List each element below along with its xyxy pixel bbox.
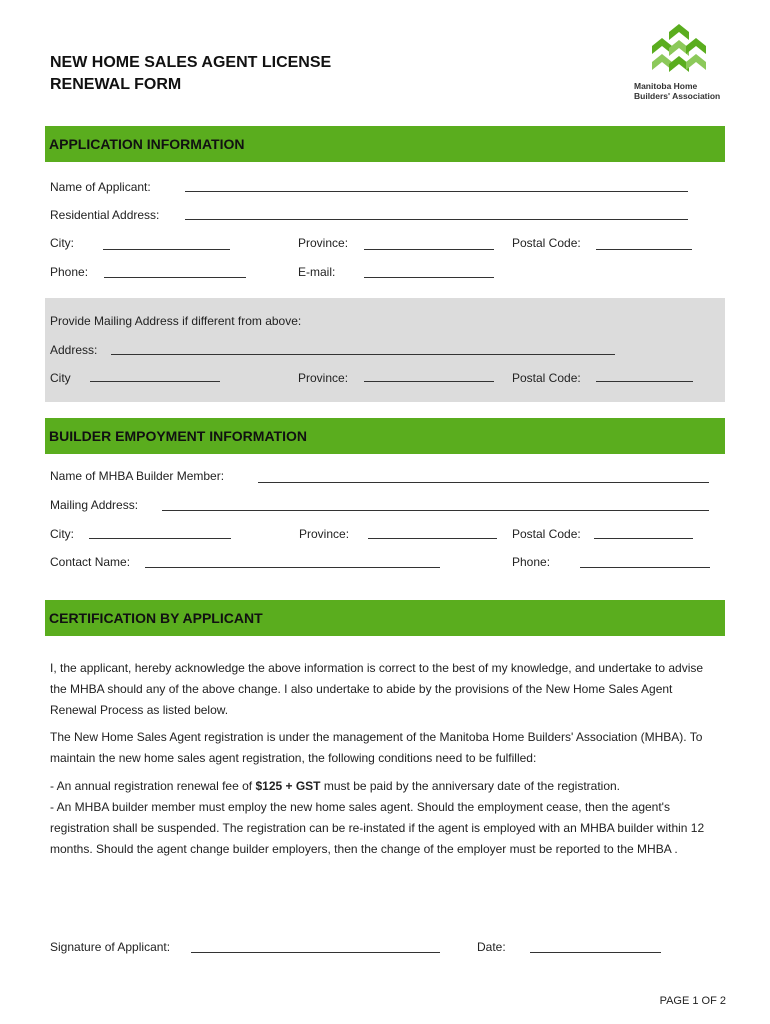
form-title-line2: RENEWAL FORM (50, 76, 182, 93)
section-heading: APPLICATION INFORMATION (49, 136, 245, 152)
page-number: PAGE 1 OF 2 (659, 995, 726, 1007)
province-label: Province: (298, 236, 349, 250)
form-title (50, 52, 331, 96)
builder-postal-field[interactable] (594, 538, 693, 539)
builder-province-field[interactable] (368, 538, 497, 539)
registration-paragraph: The New Home Sales Agent registration is under the management of the Manitoba Home Builders' Association (MHBA). To maintain the new home sales agent registration, the following conditions need to be fulfilled: (50, 730, 703, 765)
builder-postal-label: Postal Code: (512, 527, 581, 541)
builder-member-field[interactable] (258, 482, 709, 483)
applicant-name-label: Name of Applicant: (50, 180, 151, 194)
fee-bullet (50, 776, 720, 797)
date-field[interactable] (530, 952, 661, 953)
mail-province-label: Province: (298, 371, 349, 385)
mail-province-field[interactable] (364, 381, 494, 382)
mail-address-label: Address: (50, 343, 98, 357)
section-heading: CERTIFICATION BY APPLICANT (49, 610, 263, 626)
section-header-application (45, 126, 725, 162)
fee-bullet-pre: - An annual registration renewal fee of (50, 779, 256, 793)
logo-line2: Builders' Association (634, 91, 721, 101)
mhba-logo-icon (652, 24, 706, 80)
email-label: E-mail: (298, 265, 336, 279)
builder-mailing-field[interactable] (162, 510, 709, 511)
builder-province-label: Province: (299, 527, 350, 541)
email-field[interactable] (364, 277, 494, 278)
builder-city-label: City: (50, 527, 74, 541)
certification-paragraph: I, the applicant, hereby acknowledge the above information is correct to the best of my knowledge, and undertake to advise the MHBA should any of the above change. I also undertake to abide by the provisions of the New Home Sales Agent Renewal Process as listed below. (50, 661, 704, 717)
postal-code-field[interactable] (596, 249, 692, 250)
logo-line1: Manitoba Home (634, 81, 698, 91)
contact-name-label: Contact Name: (50, 555, 131, 569)
section-header-certification (45, 600, 725, 636)
mail-postal-label: Postal Code: (512, 371, 581, 385)
phone-label: Phone: (50, 265, 89, 279)
phone-field[interactable] (104, 277, 246, 278)
section-heading: BUILDER EMPOYMENT INFORMATION (49, 428, 307, 444)
postal-code-label: Postal Code: (512, 236, 581, 250)
date-label: Date: (477, 940, 506, 954)
province-field[interactable] (364, 249, 494, 250)
signature-label: Signature of Applicant: (50, 940, 171, 954)
logo-text (634, 81, 720, 101)
city-field[interactable] (103, 249, 230, 250)
mail-city-label: City (50, 371, 71, 385)
builder-member-label: Name of MHBA Builder Member: (50, 469, 225, 483)
builder-phone-label: Phone: (512, 555, 551, 569)
contact-name-field[interactable] (145, 567, 440, 568)
fee-bullet-post: must be paid by the anniversary date of the registration. (320, 779, 621, 793)
builder-phone-field[interactable] (580, 567, 710, 568)
builder-mailing-label: Mailing Address: (50, 498, 139, 512)
residential-address-label: Residential Address: (50, 208, 160, 222)
section-header-builder (45, 418, 725, 454)
mail-city-field[interactable] (90, 381, 220, 382)
mailing-note: Provide Mailing Address if different from above: (50, 314, 302, 328)
city-label: City: (50, 236, 74, 250)
signature-field[interactable] (191, 952, 440, 953)
builder-city-field[interactable] (89, 538, 231, 539)
applicant-name-field[interactable] (185, 191, 688, 192)
mail-postal-field[interactable] (596, 381, 693, 382)
employment-bullet: - An MHBA builder member must employ the new home sales agent. Should the employment cease, then the agent's registration shall be suspended. The registration can be re-instated if the agent is employed with an MHBA builder within 12 months. Should the agent change builder employers, then the change of the employer must be reported to the MHBA . (50, 800, 705, 856)
residential-address-field[interactable] (185, 219, 688, 220)
fee-amount: $125 + GST (255, 779, 321, 793)
form-title-line1: NEW HOME SALES AGENT LICENSE (50, 54, 332, 71)
mail-address-field[interactable] (111, 354, 615, 355)
